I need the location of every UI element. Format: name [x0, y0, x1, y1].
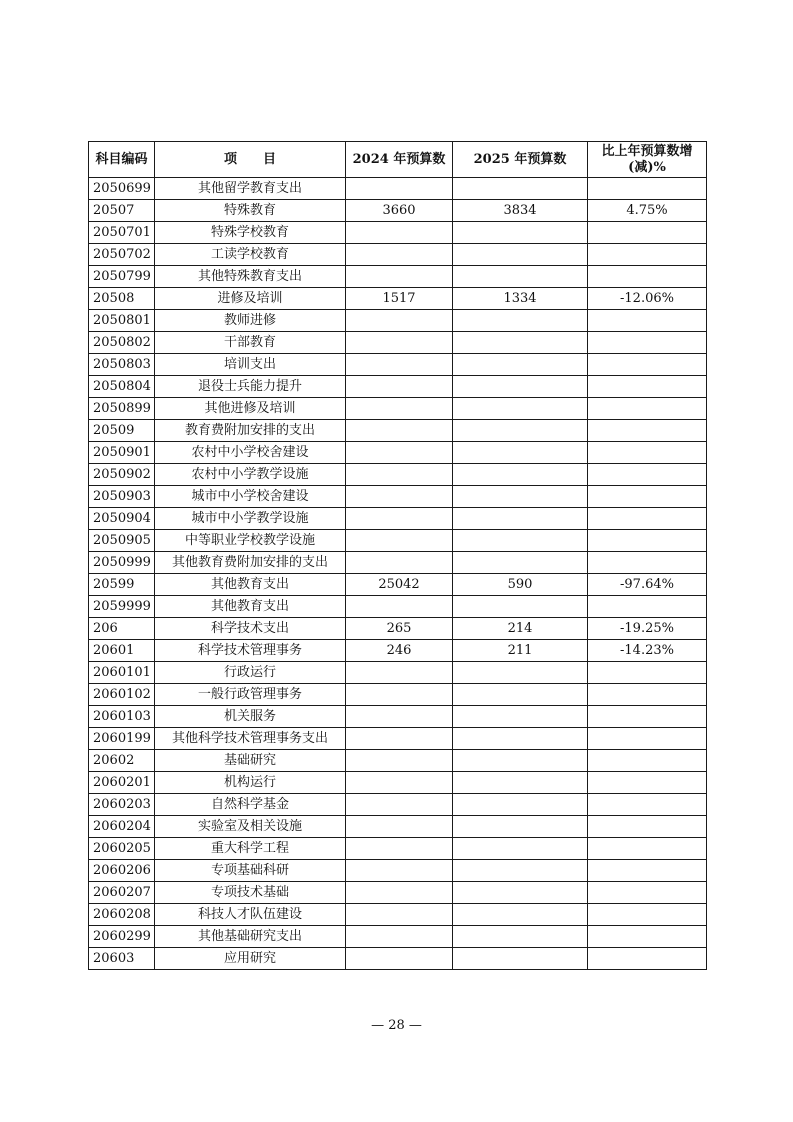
cell-change: -97.64%	[588, 574, 707, 596]
cell-budget-2024	[346, 838, 453, 860]
cell-budget-2025	[453, 684, 588, 706]
table-row	[89, 310, 707, 332]
cell-budget-2024	[346, 882, 453, 904]
cell-code: 2050902	[89, 464, 155, 486]
cell-name: 其他特殊教育支出	[155, 266, 346, 288]
cell-budget-2025	[453, 750, 588, 772]
table-row	[89, 794, 707, 816]
table-row	[89, 420, 707, 442]
cell-code: 2050803	[89, 354, 155, 376]
table-header-row	[89, 142, 707, 178]
cell-budget-2025	[453, 596, 588, 618]
cell-change	[588, 552, 707, 574]
table-row	[89, 332, 707, 354]
table-row	[89, 222, 707, 244]
cell-change	[588, 596, 707, 618]
header-name: 项 目	[155, 142, 346, 178]
cell-budget-2025	[453, 354, 588, 376]
cell-code: 2050905	[89, 530, 155, 552]
table-row	[89, 750, 707, 772]
cell-budget-2024	[346, 420, 453, 442]
cell-code: 2060103	[89, 706, 155, 728]
cell-budget-2024	[346, 486, 453, 508]
cell-code: 2059999	[89, 596, 155, 618]
cell-name: 特殊教育	[155, 200, 346, 222]
table-row	[89, 266, 707, 288]
cell-budget-2025: 214	[453, 618, 588, 640]
cell-budget-2025	[453, 178, 588, 200]
table-row	[89, 904, 707, 926]
cell-code: 2050899	[89, 398, 155, 420]
cell-code: 2060201	[89, 772, 155, 794]
cell-code: 2060199	[89, 728, 155, 750]
cell-name: 城市中小学校舍建设	[155, 486, 346, 508]
cell-change	[588, 508, 707, 530]
cell-code: 20601	[89, 640, 155, 662]
cell-budget-2024	[346, 332, 453, 354]
cell-name: 应用研究	[155, 948, 346, 970]
cell-budget-2025	[453, 882, 588, 904]
cell-budget-2024: 246	[346, 640, 453, 662]
cell-budget-2025	[453, 332, 588, 354]
cell-budget-2024	[346, 530, 453, 552]
cell-name: 其他教育支出	[155, 574, 346, 596]
cell-name: 中等职业学校教学设施	[155, 530, 346, 552]
budget-table	[88, 141, 707, 970]
cell-name: 其他留学教育支出	[155, 178, 346, 200]
header-change: 比上年预算数增(减)%	[588, 142, 707, 178]
table-row	[89, 728, 707, 750]
cell-code: 2060101	[89, 662, 155, 684]
cell-budget-2024	[346, 684, 453, 706]
cell-name: 农村中小学校舍建设	[155, 442, 346, 464]
table-row	[89, 508, 707, 530]
cell-name: 其他基础研究支出	[155, 926, 346, 948]
cell-budget-2025	[453, 486, 588, 508]
cell-change: 4.75%	[588, 200, 707, 222]
cell-code: 2050904	[89, 508, 155, 530]
cell-change	[588, 904, 707, 926]
cell-budget-2025	[453, 376, 588, 398]
cell-change	[588, 816, 707, 838]
table-row	[89, 882, 707, 904]
cell-budget-2024: 1517	[346, 288, 453, 310]
cell-name: 特殊学校教育	[155, 222, 346, 244]
table-row	[89, 354, 707, 376]
cell-budget-2024	[346, 816, 453, 838]
cell-change	[588, 530, 707, 552]
cell-change	[588, 486, 707, 508]
cell-budget-2024	[346, 728, 453, 750]
cell-name: 基础研究	[155, 750, 346, 772]
header-budget-2024: 2024 年预算数	[346, 142, 453, 178]
cell-code: 2050804	[89, 376, 155, 398]
cell-change	[588, 442, 707, 464]
cell-change	[588, 332, 707, 354]
cell-name: 农村中小学教学设施	[155, 464, 346, 486]
table-row	[89, 772, 707, 794]
cell-code: 2050801	[89, 310, 155, 332]
cell-code: 2050999	[89, 552, 155, 574]
cell-change	[588, 926, 707, 948]
cell-budget-2024	[346, 904, 453, 926]
cell-budget-2024	[346, 398, 453, 420]
cell-budget-2024	[346, 926, 453, 948]
cell-code: 2050901	[89, 442, 155, 464]
cell-budget-2025	[453, 442, 588, 464]
cell-budget-2025	[453, 948, 588, 970]
table-row	[89, 244, 707, 266]
cell-change	[588, 750, 707, 772]
cell-budget-2024	[346, 662, 453, 684]
cell-name: 行政运行	[155, 662, 346, 684]
cell-change	[588, 662, 707, 684]
cell-code: 2060206	[89, 860, 155, 882]
cell-budget-2025	[453, 244, 588, 266]
cell-budget-2025	[453, 552, 588, 574]
cell-budget-2025	[453, 816, 588, 838]
cell-change	[588, 706, 707, 728]
table-row	[89, 200, 707, 222]
cell-code: 2050802	[89, 332, 155, 354]
cell-name: 退役士兵能力提升	[155, 376, 346, 398]
cell-change	[588, 398, 707, 420]
cell-name: 教育费附加安排的支出	[155, 420, 346, 442]
cell-name: 专项基础科研	[155, 860, 346, 882]
cell-name: 科技人才队伍建设	[155, 904, 346, 926]
table-row	[89, 464, 707, 486]
cell-code: 20603	[89, 948, 155, 970]
cell-code: 20507	[89, 200, 155, 222]
cell-name: 其他教育支出	[155, 596, 346, 618]
table-row	[89, 926, 707, 948]
cell-budget-2025: 590	[453, 574, 588, 596]
table-row	[89, 376, 707, 398]
cell-budget-2024	[346, 222, 453, 244]
cell-change	[588, 728, 707, 750]
cell-budget-2025	[453, 222, 588, 244]
cell-name: 工读学校教育	[155, 244, 346, 266]
table-row	[89, 816, 707, 838]
cell-code: 2060102	[89, 684, 155, 706]
cell-change	[588, 178, 707, 200]
cell-name: 机构运行	[155, 772, 346, 794]
cell-name: 自然科学基金	[155, 794, 346, 816]
cell-change	[588, 882, 707, 904]
cell-budget-2024	[346, 464, 453, 486]
cell-budget-2025	[453, 508, 588, 530]
cell-name: 其他教育费附加安排的支出	[155, 552, 346, 574]
cell-budget-2025	[453, 904, 588, 926]
table-row	[89, 596, 707, 618]
header-budget-2025: 2025 年预算数	[453, 142, 588, 178]
cell-budget-2024	[346, 266, 453, 288]
table-row	[89, 288, 707, 310]
table-row	[89, 662, 707, 684]
table-row	[89, 640, 707, 662]
cell-code: 2060204	[89, 816, 155, 838]
cell-budget-2024	[346, 244, 453, 266]
cell-budget-2024	[346, 442, 453, 464]
cell-code: 2050702	[89, 244, 155, 266]
cell-change	[588, 376, 707, 398]
table-row	[89, 860, 707, 882]
cell-code: 206	[89, 618, 155, 640]
cell-code: 2060208	[89, 904, 155, 926]
cell-budget-2024	[346, 772, 453, 794]
table-row	[89, 574, 707, 596]
table-row	[89, 530, 707, 552]
cell-budget-2024: 25042	[346, 574, 453, 596]
cell-change	[588, 838, 707, 860]
cell-change	[588, 420, 707, 442]
cell-name: 实验室及相关设施	[155, 816, 346, 838]
cell-code: 2050903	[89, 486, 155, 508]
table-row	[89, 178, 707, 200]
cell-code: 2050799	[89, 266, 155, 288]
cell-name: 专项技术基础	[155, 882, 346, 904]
cell-change	[588, 860, 707, 882]
cell-budget-2025	[453, 794, 588, 816]
cell-change	[588, 244, 707, 266]
table-row	[89, 838, 707, 860]
table-row	[89, 552, 707, 574]
cell-budget-2024	[346, 178, 453, 200]
table-row	[89, 948, 707, 970]
cell-change	[588, 464, 707, 486]
cell-change: -19.25%	[588, 618, 707, 640]
cell-budget-2024	[346, 376, 453, 398]
cell-change: -12.06%	[588, 288, 707, 310]
cell-budget-2025	[453, 530, 588, 552]
table-row	[89, 706, 707, 728]
cell-code: 2050699	[89, 178, 155, 200]
cell-budget-2025	[453, 398, 588, 420]
cell-name: 科学技术管理事务	[155, 640, 346, 662]
cell-name: 一般行政管理事务	[155, 684, 346, 706]
cell-code: 20599	[89, 574, 155, 596]
cell-budget-2025	[453, 310, 588, 332]
cell-budget-2024	[346, 750, 453, 772]
cell-code: 2060205	[89, 838, 155, 860]
cell-budget-2025	[453, 860, 588, 882]
table-row	[89, 398, 707, 420]
cell-budget-2025: 211	[453, 640, 588, 662]
cell-code: 20602	[89, 750, 155, 772]
cell-name: 重大科学工程	[155, 838, 346, 860]
cell-name: 科学技术支出	[155, 618, 346, 640]
cell-budget-2025	[453, 926, 588, 948]
cell-budget-2024	[346, 596, 453, 618]
cell-budget-2025	[453, 662, 588, 684]
cell-change	[588, 354, 707, 376]
table-row	[89, 618, 707, 640]
table-body	[89, 178, 707, 970]
cell-budget-2025	[453, 706, 588, 728]
cell-code: 2060299	[89, 926, 155, 948]
cell-name: 其他科学技术管理事务支出	[155, 728, 346, 750]
cell-budget-2025: 3834	[453, 200, 588, 222]
cell-change	[588, 684, 707, 706]
cell-budget-2024	[346, 706, 453, 728]
cell-code: 2060203	[89, 794, 155, 816]
table-row	[89, 486, 707, 508]
cell-budget-2024	[346, 860, 453, 882]
cell-budget-2025	[453, 838, 588, 860]
cell-code: 20508	[89, 288, 155, 310]
cell-change	[588, 794, 707, 816]
cell-budget-2025	[453, 772, 588, 794]
cell-name: 机关服务	[155, 706, 346, 728]
cell-change	[588, 222, 707, 244]
cell-name: 进修及培训	[155, 288, 346, 310]
header-code: 科目编码	[89, 142, 155, 178]
cell-change: -14.23%	[588, 640, 707, 662]
cell-name: 教师进修	[155, 310, 346, 332]
cell-budget-2024	[346, 354, 453, 376]
cell-budget-2024: 265	[346, 618, 453, 640]
cell-budget-2025	[453, 728, 588, 750]
cell-change	[588, 310, 707, 332]
page-number: — 28 —	[371, 1018, 422, 1033]
cell-budget-2024	[346, 948, 453, 970]
table-row	[89, 684, 707, 706]
cell-change	[588, 948, 707, 970]
cell-code: 2060207	[89, 882, 155, 904]
cell-code: 2050701	[89, 222, 155, 244]
cell-name: 城市中小学教学设施	[155, 508, 346, 530]
cell-budget-2024: 3660	[346, 200, 453, 222]
cell-budget-2025	[453, 420, 588, 442]
cell-name: 培训支出	[155, 354, 346, 376]
cell-code: 20509	[89, 420, 155, 442]
cell-name: 其他进修及培训	[155, 398, 346, 420]
cell-name: 干部教育	[155, 332, 346, 354]
cell-budget-2024	[346, 508, 453, 530]
table-row	[89, 442, 707, 464]
cell-budget-2024	[346, 310, 453, 332]
cell-budget-2024	[346, 552, 453, 574]
cell-change	[588, 772, 707, 794]
cell-budget-2025	[453, 464, 588, 486]
cell-budget-2025: 1334	[453, 288, 588, 310]
cell-budget-2024	[346, 794, 453, 816]
cell-change	[588, 266, 707, 288]
cell-budget-2025	[453, 266, 588, 288]
